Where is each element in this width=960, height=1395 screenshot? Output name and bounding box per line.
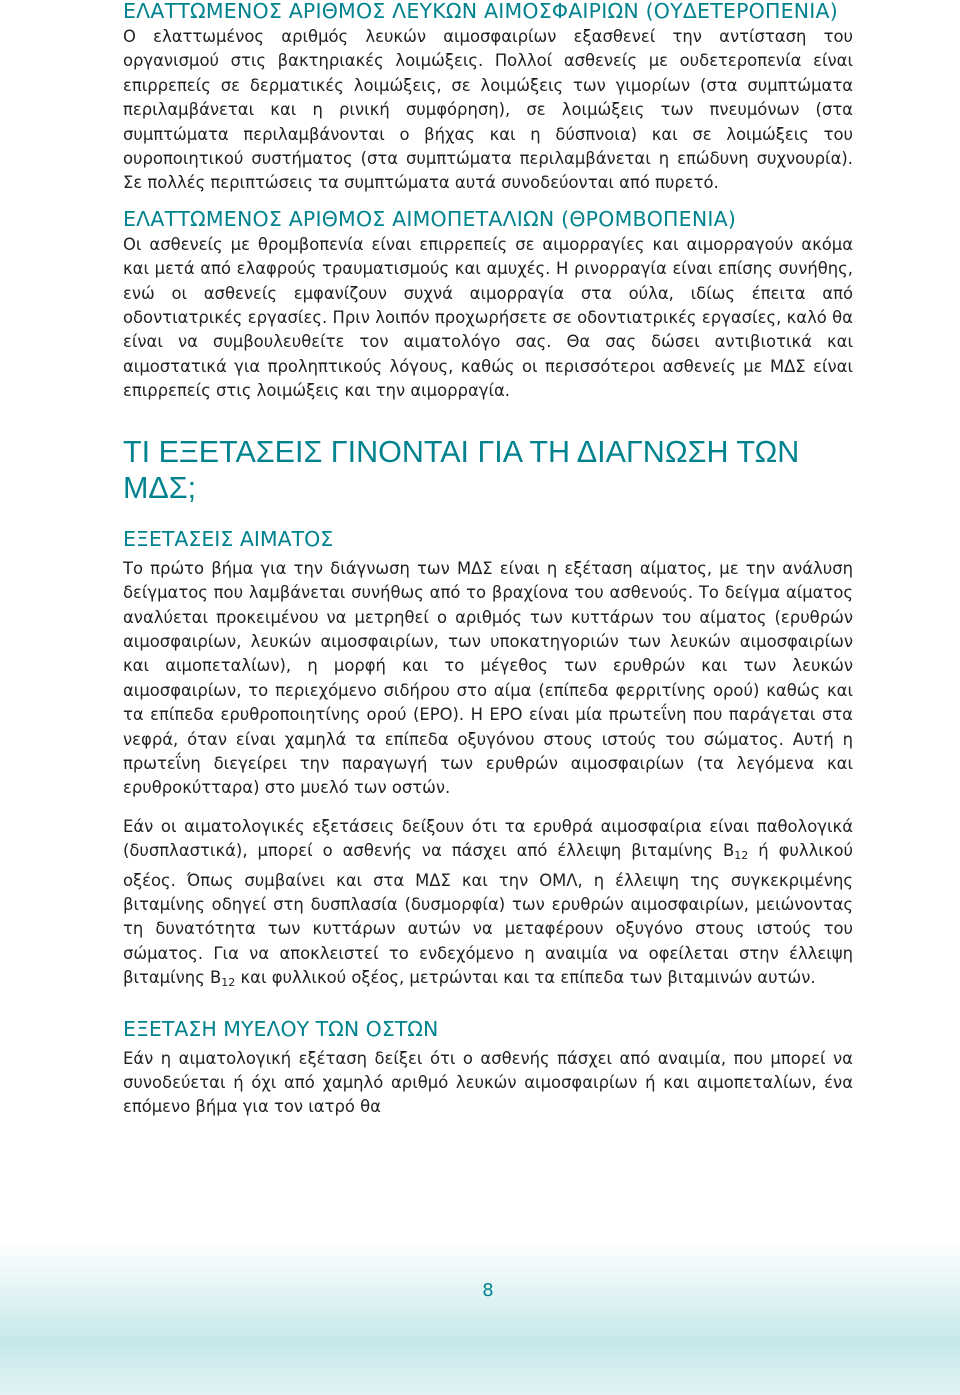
- bone-marrow-heading: ΕΞΕΤΑΣΗ ΜΥΕΛΟΥ ΤΩΝ ΟΣΤΩΝ: [123, 1016, 439, 1041]
- paragraph-text: ή φυλλικού οξέος. Όπως συμβαίνει και στα ΜΔΣ και την ΟΜΛ, η έλλειψη της συγκεκριμένης βιταμίνης οδηγεί στη δυσπλασία (δυσμορφία) των ερυθρών αιμοσφαιρίων, μειώνοντας τη δυνατότητα των κυττάρων αυτών να μεταφέρουν οξυγόνο στους ιστούς του σώματος. Για να αποκλειστεί το ενδεχόμενο η αναιμία να οφείλεται στην έλλειψη βιταμίνης Β: [123, 841, 854, 988]
- bone-marrow-paragraph: Εάν η αιματολογική εξέταση δείξει ότι ο ασθενής πάσχει από αναιμία, που μπορεί να συνοδεύεται ή όχι από χαμηλό αριθμό λευκών αιμοσφαιρίων ή και αιμοπεταλίων, ένα επόμενο βήμα για τον ιατρό θα: [123, 1048, 853, 1117]
- paragraph-text: Εάν οι αιματολογικές εξετάσεις δείξουν ότι τα ερυθρά αιμοσφαίρια είναι παθολογικά (δυσπλαστικά), μπορεί ο ασθενής να πάσχει από έλλειψη βιταμίνης Β: [123, 816, 853, 861]
- thrombopenia-paragraph: Οι ασθενείς με θρομβοπενία είναι επιρρεπείς σε αιμορραγίες και αιμορραγούν ακόμα και μετά από ελαφρούς τραυματισμούς και αμυχές. Η ρινορραγία είναι επίσης συνήθης, ενώ οι ασθενείς εμφανίζουν συχνά αιμορραγία στα ούλα, ιδίως έπειτα από οδοντιατρικές εργασίες. Πριν λοιπόν προχωρήσετε σε οδοντιατρικές εργασίες, καλό θα είναι να συμβουλευθείτε τον αιματολόγο σας. Θα σας δώσει αντιβιοτικά και αιμοστατικά για προληπτικούς λόγους, καθώς οι περισσότεροι ασθενείς με ΜΔΣ είναι επιρρεπείς στις λοιμώξεις και την αιμορραγία.: [123, 234, 853, 401]
- blood-tests-paragraph-1: Το πρώτο βήμα για την διάγνωση των ΜΔΣ είναι η εξέταση αίματος, με την ανάλυση δείγματος που λαμβάνεται συνήθως από το βραχίονα του ασθενούς. Το δείγμα αίματος αναλύεται προκειμένου να μετρηθεί ο αριθμός των κυττάρων του αίματος (ερυθρών αιμοσφαιρίων, λευκών αιμοσφαιρίων, των υποκατηγοριών των λευκών αιμοσφαιρίων και αιμοπεταλίων), η μορφή και το μέγεθος των ερυθρών και των λευκών αιμοσφαιρίων, το περιεχόμενο σιδήρου στο αίμα (επίπεδα φερριτίνης ορού) καθώς και τα επίπεδα ερυθροποιητίνης ορού (ΕΡΟ). Η ΕΡΟ είναι μία πρωτεΐνη που παράγεται στα νεφρά, όταν είναι χαμηλά τα επίπεδα οξυγόνου στους ιστούς του σώματος. Αυτή η πρωτεΐνη διεγείρει την παραγωγή των ερυθρών αιμοσφαιρίων (τα λεγόμενα και ερυθροκύτταρα) στο μυελό των οστών.: [123, 558, 853, 798]
- vitamin-subscript: 12: [734, 849, 749, 863]
- vitamin-subscript: 12: [221, 976, 236, 990]
- neutropenia-heading: ΕΛΑΤΤΩΜΕΝΟΣ ΑΡΙΘΜΟΣ ΛΕΥΚΩΝ ΑΙΜΟΣΦΑΙΡΙΩΝ (ΟΥΔΕΤΕΡΟΠΕΝΙΑ): [123, 0, 838, 23]
- blood-tests-paragraph-2: [123, 815, 853, 996]
- neutropenia-paragraph: Ο ελαττωμένος αριθμός λευκών αιμοσφαιρίων εξασθενεί την αντίσταση του οργανισμού στις βακτηριακές λοιμώξεις. Πολλοί ασθενείς με ουδετεροπενία είναι επιρρεπείς σε δερματικές λοιμώξεις, σε λοιμώξεις των γιμορίων (στα συμπτώματα περιλαμβάνεται και η ρινική συμφόρηση), σε λοιμώξεις των πνευμόνων (στα συμπτώματα περιλαμβάνονται ο βήχας και η δύσπνοια) και σε λοιμώξεις του ουροποιητικού συστήματος (στα συμπτώματα περιλαμβάνεται η επώδυνη συχνουρία). Σε πολλές περιπτώσεις τα συμπτώματα αυτά συνοδεύονται από πυρετό.: [123, 27, 853, 193]
- footer-band: [0, 1240, 960, 1395]
- paragraph-text: και φυλλικού οξέος, μετρώνται και τα επίπεδα των βιταμινών αυτών.: [235, 968, 816, 988]
- page-content: [123, 0, 853, 1120]
- page-number: 8: [482, 1280, 494, 1301]
- blood-tests-heading: ΕΞΕΤΑΣΕΙΣ ΑΙΜΑΤΟΣ: [123, 526, 334, 551]
- diagnosis-main-heading: ΤΙ ΕΞΕΤΑΣΕΙΣ ΓΙΝΟΝΤΑΙ ΓΙΑ ΤΗ ΔΙΑΓΝΩΣΗ ΤΩΝ ΜΔΣ;: [123, 434, 800, 505]
- thrombopenia-heading: ΕΛΑΤΤΩΜΕΝΟΣ ΑΡΙΘΜΟΣ ΑΙΜΟΠΕΤΑΛΙΩΝ (ΘΡΟΜΒΟΠΕΝΙΑ): [123, 206, 737, 231]
